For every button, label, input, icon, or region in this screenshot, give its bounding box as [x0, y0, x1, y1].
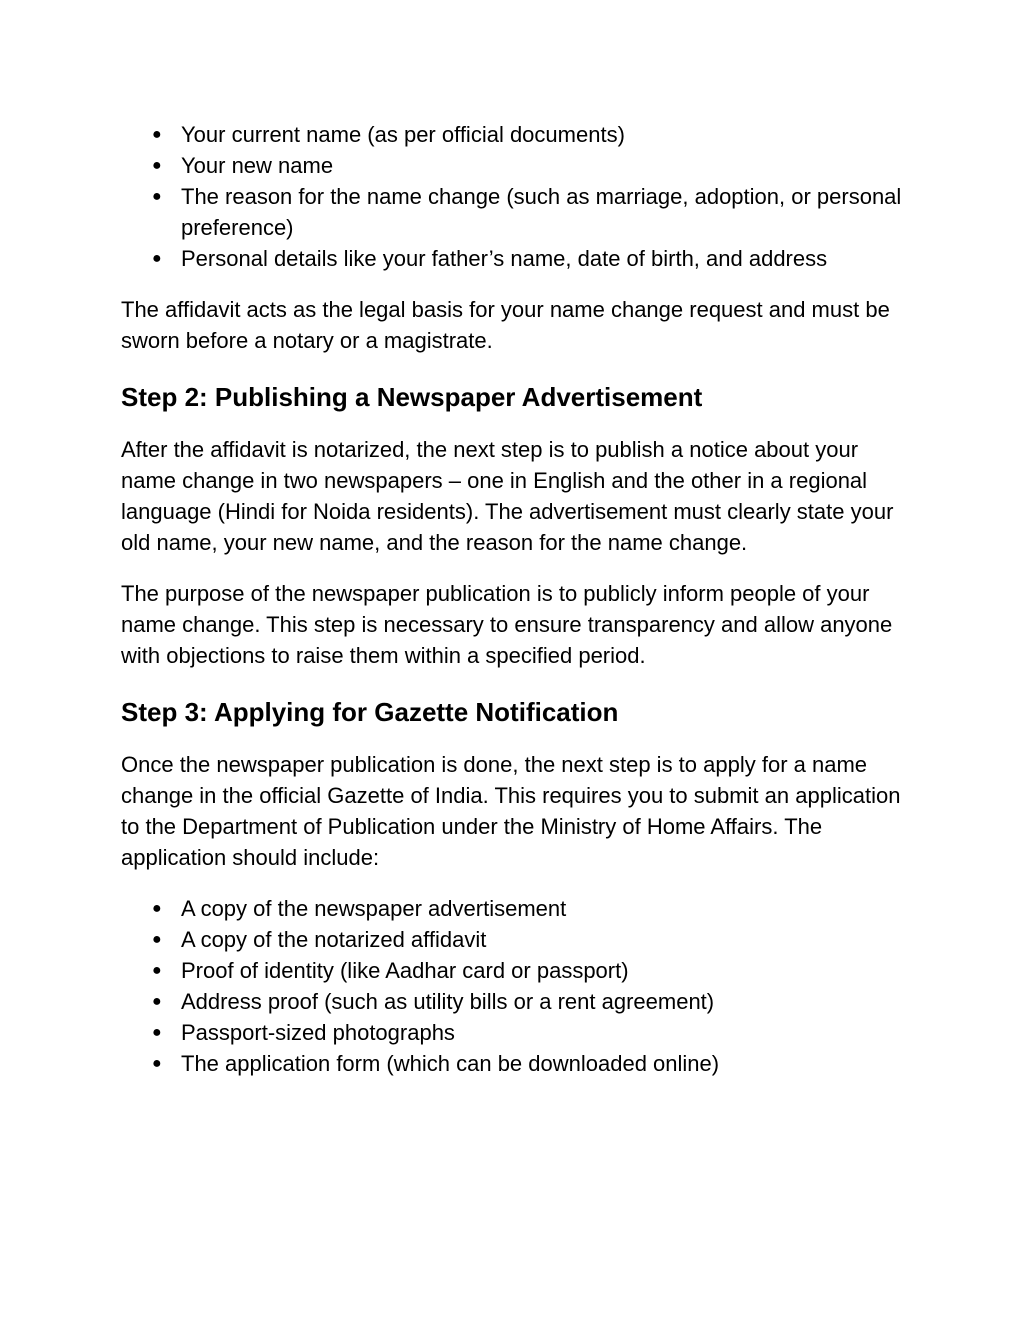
affidavit-paragraph: The affidavit acts as the legal basis for your name change request and must be sworn before a notary or a magistrate.	[121, 297, 890, 353]
bullet-icon: ●	[152, 250, 162, 267]
step2-paragraph-1: After the affidavit is notarized, the next step is to publish a notice about your name change in two newspapers – one in English and the other in a regional language (Hindi for Noida residents). The advertisement must clearly state your old name, your new name, and the reason for the name change.	[121, 437, 894, 555]
bullet-icon: ●	[152, 126, 162, 143]
list-item: ● Passport-sized photographs	[121, 1017, 911, 1048]
bullet-icon: ●	[152, 900, 162, 917]
list-item: ● The application form (which can be downloaded online)	[121, 1048, 911, 1079]
bullet-icon: ●	[152, 188, 162, 205]
step2-paragraph-2: The purpose of the newspaper publication is to publicly inform people of your name change. This step is necessary to ensure transparency and allow anyone with objections to raise them within a specified period.	[121, 581, 893, 668]
list-item: ● A copy of the newspaper advertisement	[121, 893, 911, 924]
bullet-icon: ●	[152, 962, 162, 979]
list-item: ● Personal details like your father’s name, date of birth, and address	[121, 243, 911, 274]
bullet-icon: ●	[152, 993, 162, 1010]
step3-heading: Step 3: Applying for Gazette Notification	[121, 697, 619, 727]
bullet-icon: ●	[152, 1055, 162, 1072]
requirements-list	[121, 119, 911, 274]
application-documents-list	[121, 893, 911, 1079]
bullet-icon: ●	[152, 157, 162, 174]
bullet-icon: ●	[152, 1024, 162, 1041]
step2-heading: Step 2: Publishing a Newspaper Advertisement	[121, 382, 703, 412]
list-item: ● The reason for the name change (such as marriage, adoption, or personal preference)	[121, 181, 911, 243]
list-item: ● Your new name	[121, 150, 911, 181]
step3-paragraph-1: Once the newspaper publication is done, the next step is to apply for a name change in the official Gazette of India. This requires you to submit an application to the Department of Publication under the Ministry of Home Affairs. The application should include:	[121, 752, 901, 870]
bullet-icon: ●	[152, 931, 162, 948]
list-item: ● Proof of identity (like Aadhar card or passport)	[121, 955, 911, 986]
list-item: ● Your current name (as per official documents)	[121, 119, 911, 150]
document-page	[121, 119, 911, 1079]
list-item: ● Address proof (such as utility bills or a rent agreement)	[121, 986, 911, 1017]
list-item: ● A copy of the notarized affidavit	[121, 924, 911, 955]
